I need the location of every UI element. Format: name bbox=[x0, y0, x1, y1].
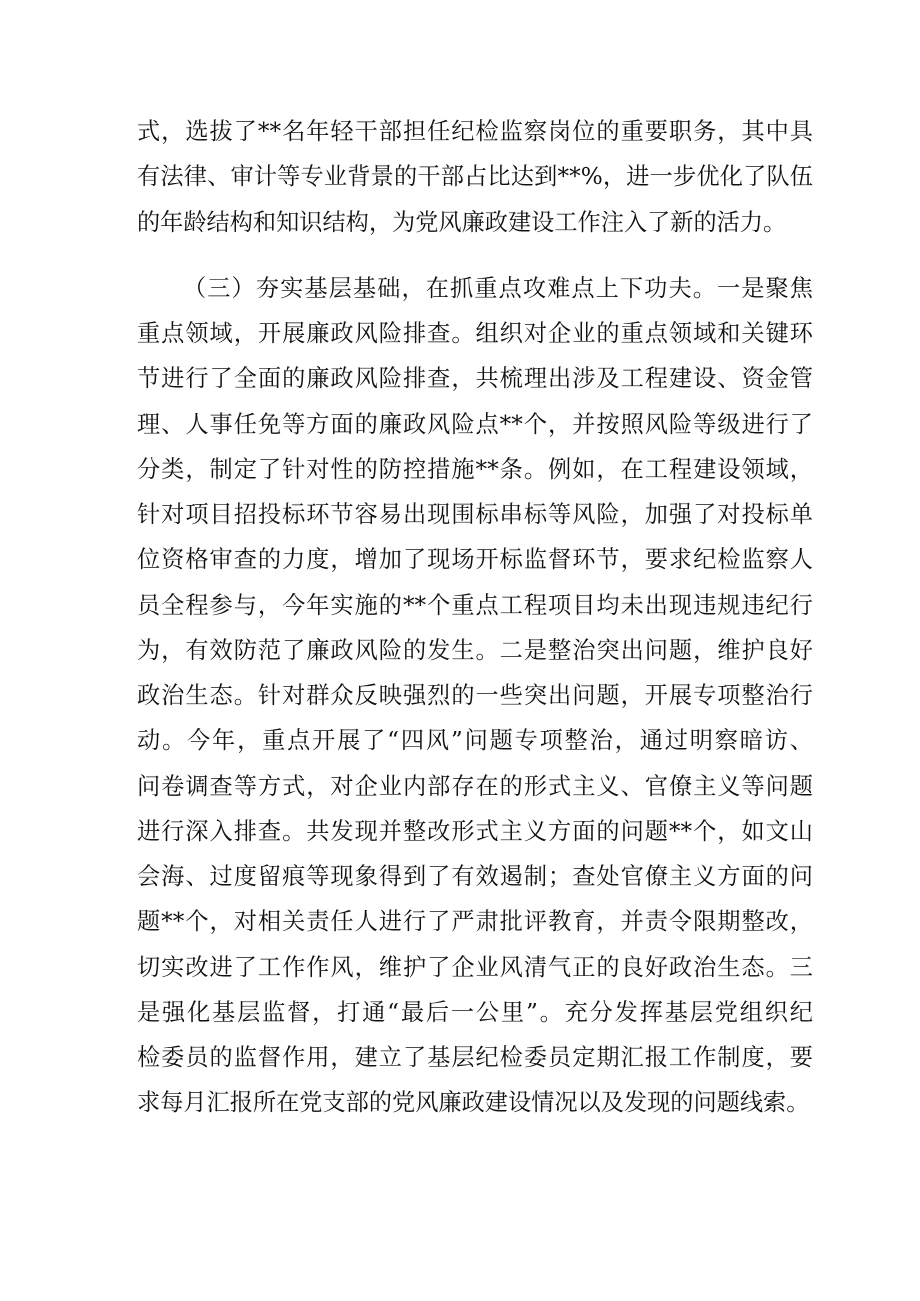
paragraph-line: 检委员的监督作用，建立了基层纪检委员定期汇报工作制度，要 bbox=[137, 1044, 813, 1071]
paragraph-spacer bbox=[137, 245, 813, 266]
paragraph-1 bbox=[137, 109, 813, 245]
paragraph-2 bbox=[137, 266, 813, 1126]
paragraph-line: 会海、过度留痕等现象得到了有效遏制；查处官僚主义方面的问 bbox=[137, 863, 813, 890]
paragraph-line: 题**个，对相关责任人进行了严肃批评教育，并责令限期整改， bbox=[137, 908, 813, 936]
paragraph-line: 的年龄结构和知识结构，为党风廉政建设工作注入了新的活力。 bbox=[137, 208, 787, 236]
paragraph-line: 动。今年，重点开展了“四风”问题专项整治，通过明察暗访、 bbox=[137, 727, 813, 755]
paragraph-line: 重点领域，开展廉政风险排查。组织对企业的重点领域和关键环 bbox=[137, 320, 813, 347]
paragraph-line: 针对项目招投标环节容易出现围标串标等风险，加强了对投标单 bbox=[137, 501, 813, 528]
paragraph-line: 有法律、审计等专业背景的干部占比达到**%，进一步优化了队伍 bbox=[137, 163, 813, 191]
paragraph-line: 分类，制定了针对性的防控措施**条。例如，在工程建设领域， bbox=[137, 455, 813, 483]
paragraph-line: （三）夯实基层基础，在抓重点攻难点上下功夫。一是聚焦 bbox=[183, 274, 813, 302]
paragraph-line: 问卷调查等方式，对企业内部存在的形式主义、官僚主义等问题 bbox=[137, 772, 813, 800]
paragraph-line: 是强化基层监督，打通“最后一公里”。充分发挥基层党组织纪 bbox=[137, 998, 813, 1026]
paragraph-line: 政治生态。针对群众反映强烈的一些突出问题，开展专项整治行 bbox=[137, 682, 813, 709]
paragraph-line: 理、人事任免等方面的廉政风险点**个，并按照风险等级进行了 bbox=[137, 410, 813, 438]
paragraph-line: 为，有效防范了廉政风险的发生。二是整治突出问题，维护良好 bbox=[137, 636, 813, 664]
paragraph-line: 切实改进了工作作风，维护了企业风清气正的良好政治生态。三 bbox=[137, 953, 813, 981]
paragraph-line: 求每月汇报所在党支部的党风廉政建设情况以及发现的问题线索。 bbox=[137, 1089, 810, 1117]
paragraph-line: 式，选拔了**名年轻干部担任纪检监察岗位的重要职务，其中具 bbox=[137, 118, 813, 145]
document-body bbox=[137, 109, 813, 1126]
paragraph-line: 位资格审查的力度，增加了现场开标监督环节，要求纪检监察人 bbox=[137, 546, 813, 574]
paragraph-line: 员全程参与，今年实施的**个重点工程项目均未出现违规违纪行 bbox=[137, 591, 813, 619]
paragraph-line: 进行深入排查。共发现并整改形式主义方面的问题**个，如文山 bbox=[137, 817, 813, 845]
paragraph-line: 节进行了全面的廉政风险排查，共梳理出涉及工程建设、资金管 bbox=[137, 365, 813, 393]
